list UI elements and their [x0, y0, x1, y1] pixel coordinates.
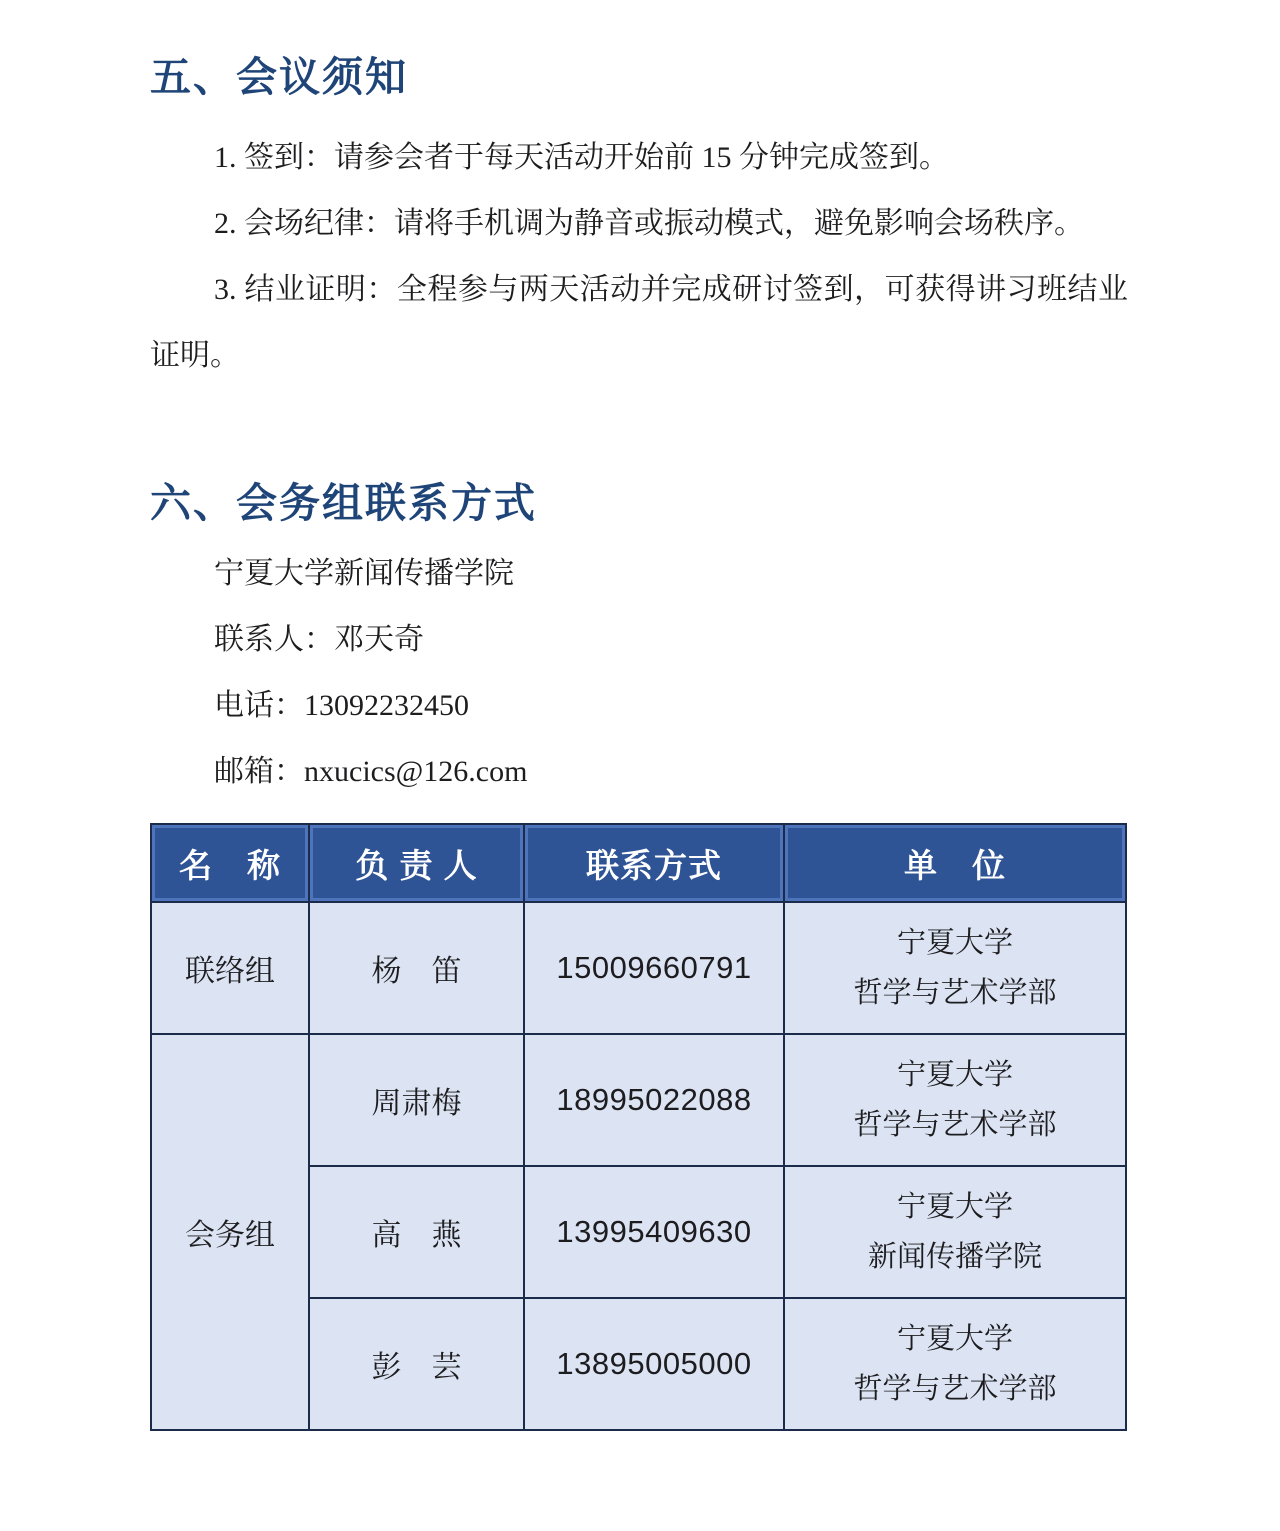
notice-list — [150, 125, 1128, 389]
notice-item-2: 2. 会场纪律：请将手机调为静音或振动模式，避免影响会场秩序。 — [214, 207, 1084, 240]
notice-item-3: 3. 结业证明：全程参与两天活动并完成研讨签到，可获得讲习班结业证明。 — [150, 273, 1128, 372]
unit-line-2: 哲学与艺术学部 — [853, 1109, 1057, 1141]
person-cell: 彭 芸 — [309, 1298, 524, 1430]
contact-email-line: 邮箱：nxucics@126.com — [214, 755, 528, 788]
person-cell: 杨 笛 — [309, 902, 524, 1034]
unit-line-1: 宁夏大学 — [896, 1059, 1013, 1091]
unit-line-2: 哲学与艺术学部 — [853, 977, 1057, 1009]
unit-cell — [784, 1166, 1126, 1298]
unit-line-1: 宁夏大学 — [896, 1191, 1013, 1223]
group-cell-liaison: 联络组 — [151, 902, 309, 1034]
contact-person-line: 联系人：邓天奇 — [214, 623, 424, 656]
unit-cell — [784, 1034, 1126, 1166]
unit-line-1: 宁夏大学 — [896, 1323, 1013, 1355]
contact-block — [150, 541, 1128, 805]
group-cell-affairs: 会务组 — [151, 1034, 309, 1430]
person-cell: 周肃梅 — [309, 1034, 524, 1166]
notice-item-1: 1. 签到：请参会者于每天活动开始前 15 分钟完成签到。 — [214, 141, 949, 174]
document-page — [0, 52, 1280, 1481]
contact-phone-line: 电话：13092232450 — [214, 689, 469, 722]
header-cell-name: 名 称 — [151, 824, 309, 902]
header-cell-unit: 单 位 — [784, 824, 1126, 902]
section-6-heading: 六、会务组联系方式 — [150, 480, 537, 526]
unit-line-2: 哲学与艺术学部 — [853, 1373, 1057, 1405]
header-cell-contact: 联系方式 — [524, 824, 784, 902]
phone-cell: 13995409630 — [524, 1166, 784, 1298]
table-row — [151, 1034, 1126, 1166]
phone-cell: 13895005000 — [524, 1298, 784, 1430]
contact-org-line: 宁夏大学新闻传播学院 — [214, 557, 514, 590]
header-cell-person: 负 责 人 — [309, 824, 524, 902]
unit-cell — [784, 1298, 1126, 1430]
section-5-heading: 五、会议须知 — [150, 54, 408, 100]
contact-table — [150, 823, 1127, 1431]
unit-line-1: 宁夏大学 — [896, 927, 1013, 959]
person-cell: 高 燕 — [309, 1166, 524, 1298]
unit-cell — [784, 902, 1126, 1034]
table-row — [151, 902, 1126, 1034]
unit-line-2: 新闻传播学院 — [867, 1241, 1042, 1273]
phone-cell: 15009660791 — [524, 902, 784, 1034]
phone-cell: 18995022088 — [524, 1034, 784, 1166]
table-header-row — [151, 824, 1126, 902]
